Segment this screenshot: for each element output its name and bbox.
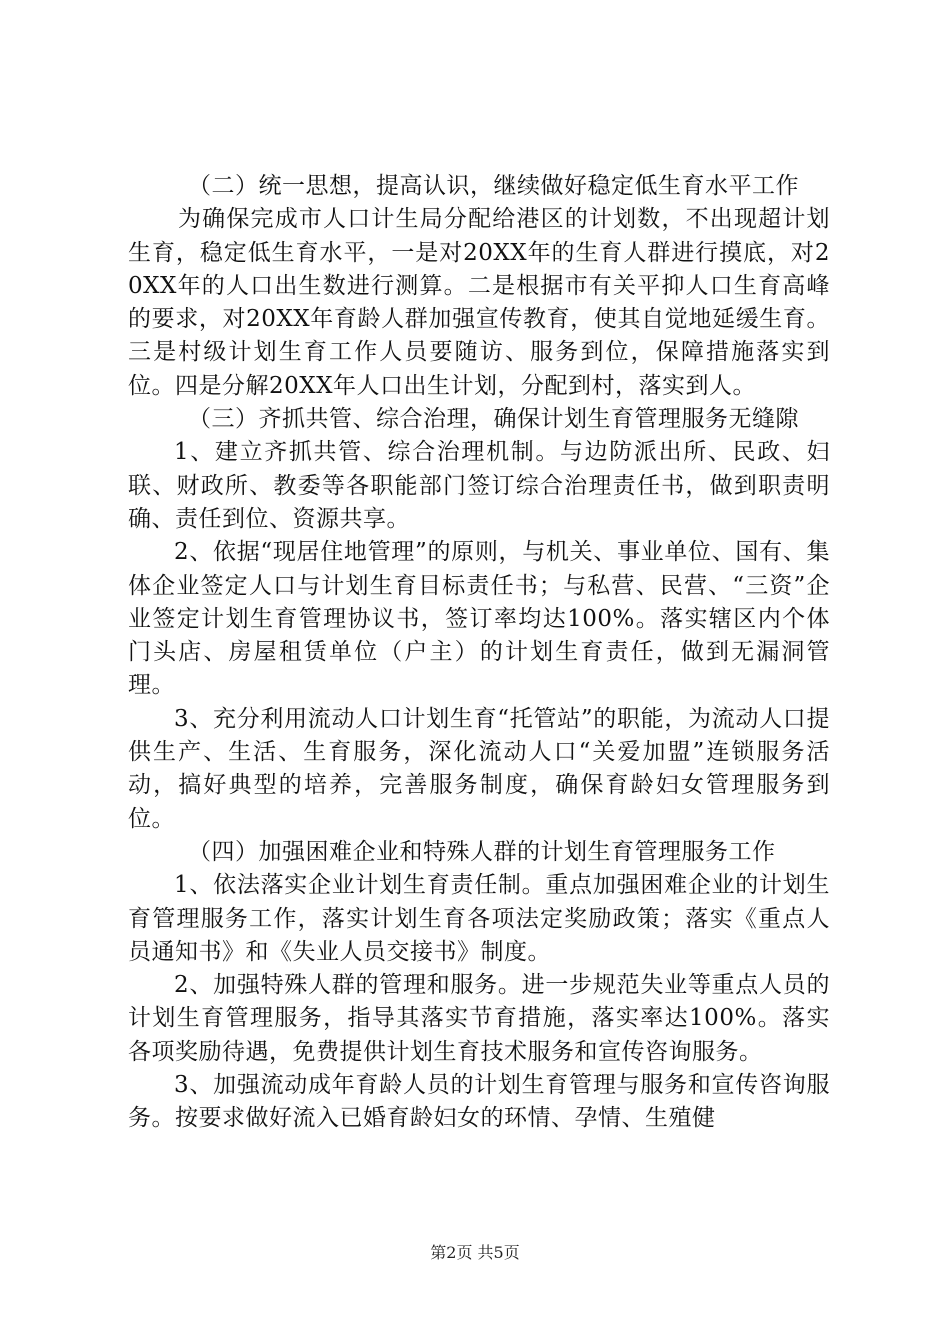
section-heading-2: （二）统一思想，提高认识，继续做好稳定低生育水平工作 [188, 173, 799, 199]
paragraph: 1、建立齐抓共管、综合治理机制。与边防派出所、民政、妇联、财政所、教委等各职能部门签订综合治理责任书，做到职责明确、责任到位、资源共享。 [128, 439, 830, 532]
paragraph: 3、加强流动成年育龄人员的计划生育管理与服务和宣传咨询服务。按要求做好流入已婚育龄妇女的环情、孕情、生殖健 [128, 1072, 830, 1132]
document-body [128, 170, 830, 1136]
paragraph: 2、加强特殊人群的管理和服务。进一步规范失业等重点人员的计划生育管理服务，指导其落实节育措施，落实率达100%。落实各项奖励待遇，免费提供计划生育技术服务和宣传咨询服务。 [128, 972, 830, 1065]
paragraph: 为确保完成市人口计生局分配给港区的计划数，不出现超计划生育，稳定低生育水平，一是对20XX年的生育人群进行摸底，对20XX年的人口出生数进行测算。二是根据市有关平抑人口生育高峰的要求，对20XX年育龄人群加强宣传教育，使其自觉地延缓生育。三是村级计划生育工作人员要随访、服务到位，保障措施落实到位。四是分解20XX年人口出生计划，分配到村，落实到人。 [128, 206, 830, 399]
paragraph: 2、依据“现居住地管理”的原则，与机关、事业单位、国有、集体企业签定人口与计划生育目标责任书；与私营、民营、“三资”企业签定计划生育管理协议书，签订率均达100%。落实辖区内个体门头店、房屋租赁单位（户主）的计划生育责任，做到无漏洞管理。 [128, 539, 830, 699]
paragraph: 3、充分利用流动人口计划生育“托管站”的职能，为流动人口提供生产、生活、生育服务，深化流动人口“关爱加盟”连锁服务活动，搞好典型的培养，完善服务制度，确保育龄妇女管理服务到位。 [128, 705, 830, 832]
paragraph: 1、依法落实企业计划生育责任制。重点加强困难企业的计划生育管理服务工作，落实计划生育各项法定奖励政策；落实《重点人员通知书》和《失业人员交接书》制度。 [128, 872, 830, 965]
page-footer: 第2页 共5页 [430, 1243, 520, 1262]
section-heading-4: （四）加强困难企业和特殊人群的计划生育管理服务工作 [188, 838, 776, 865]
section-heading-3: （三）齐抓共管、综合治理，确保计划生育管理服务无缝隙 [188, 406, 799, 433]
